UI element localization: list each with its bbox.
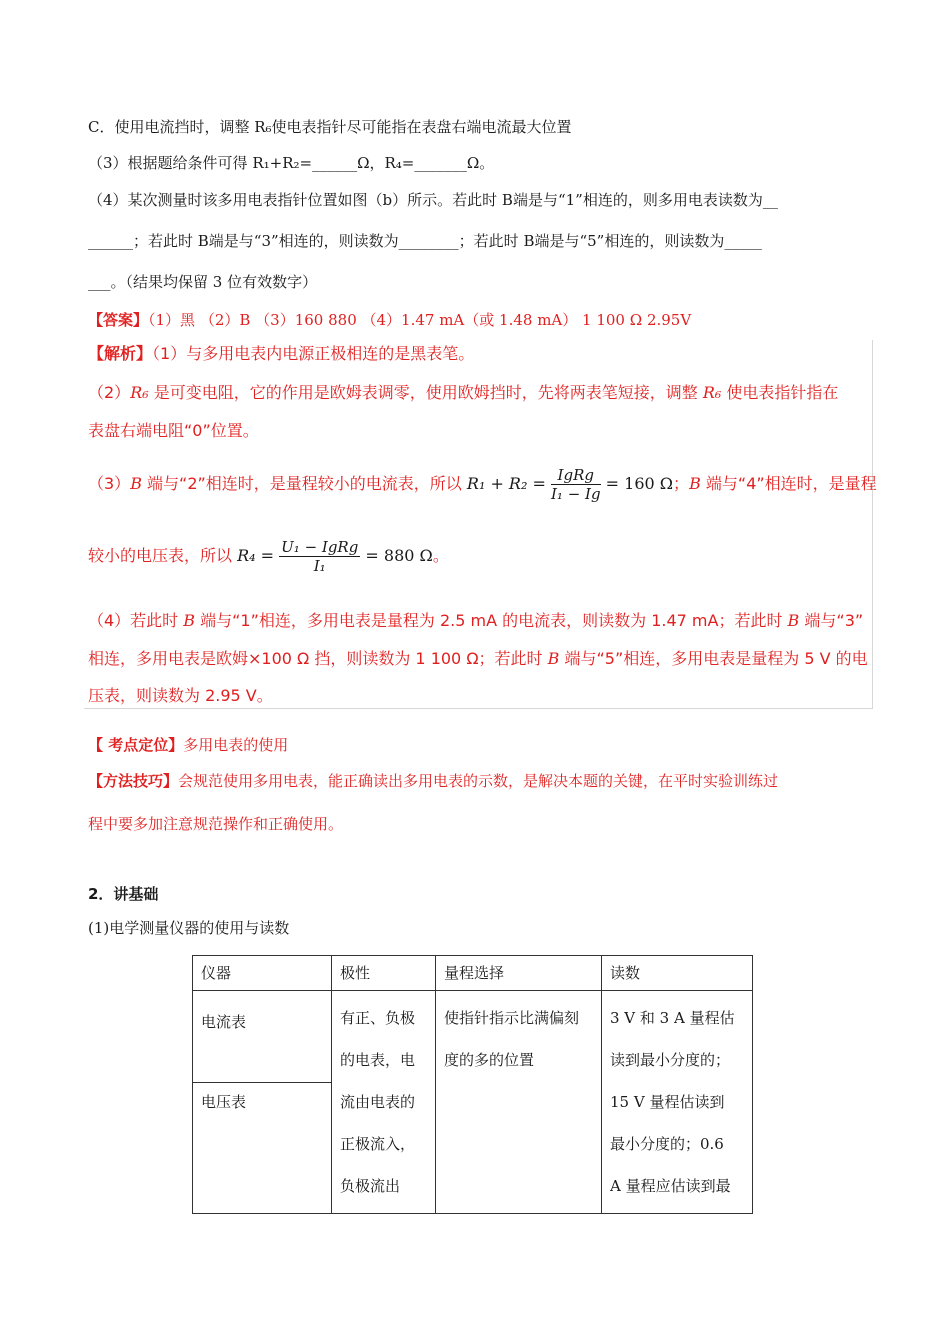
fraction — [279, 538, 360, 575]
formula-rhs: = 160 Ω — [605, 474, 674, 493]
kaodian-tag: 【 考点定位】 — [88, 736, 184, 754]
analysis-tag: 【解析】 — [88, 344, 153, 363]
kaodian-text: 多用电表的使用 — [183, 736, 289, 754]
analysis-line-7 — [88, 648, 868, 670]
formula-lhs: R₄ = — [237, 546, 275, 565]
analysis-text-5b: 。 — [432, 546, 449, 565]
answer-text: （1）黑 （2）B （3）160 880 （4）1.47 mA（或 1.48 mA） 1 100 Ω 2.95V — [148, 311, 692, 329]
analysis-text-5a: 较小的电压表，所以 — [88, 546, 238, 565]
analysis-text-4d: 端与“4”相连时，是量程 — [700, 474, 877, 493]
answer-tag: 【答案】 — [88, 311, 149, 329]
reading-cell — [602, 991, 753, 1214]
instrument-table — [192, 955, 753, 1214]
question-4-line-3: ___。（结果均保留 3 位有效数字） — [88, 273, 318, 291]
analysis-text-2c: 使电表指针指在 — [721, 383, 839, 402]
analysis-text-2b: 是可变电阻，它的作用是欧姆表调零，使用欧姆挡时，先将两表笔短接，调整 — [148, 383, 703, 402]
analysis-line-4 — [88, 464, 877, 504]
question-4-line-2: ______；若此时 B端是与“3”相连的，则读数为________；若此时 B端是与“5”相连的，则读数为_____ — [88, 232, 762, 250]
analysis-line-3: 表盘右端电阻“0”位置。 — [88, 421, 259, 440]
analysis-text-6b: 端与“1”相连，多用电表是量程为 2.5 mA 的电流表，则读数为 1.47 mA；若此时 — [195, 611, 788, 630]
polarity-line: 有正、负极 — [340, 1009, 416, 1027]
fraction-denominator: I₁ — [313, 557, 326, 575]
header-range: 量程选择 — [436, 956, 602, 991]
header-reading: 读数 — [602, 956, 753, 991]
analysis-text-1: （1）与多用电表内电源正极相连的是黑表笔。 — [152, 344, 475, 363]
var-r6: R₆ — [130, 383, 149, 402]
analysis-line-1 — [88, 343, 474, 365]
analysis-text-4a: （3） — [88, 474, 131, 493]
fangfa-line-2: 程中要多加注意规范操作和正确使用。 — [88, 815, 344, 833]
analysis-box — [84, 340, 877, 709]
analysis-line-2 — [88, 382, 838, 404]
range-cell — [436, 991, 602, 1214]
section-subtitle: (1)电学测量仪器的使用与读数 — [88, 919, 290, 937]
var-b: B — [689, 474, 701, 493]
option-c: C．使用电流挡时，调整 R₆使电表指针尽可能指在表盘右端电流最大位置 — [88, 118, 572, 136]
polarity-line: 负极流出 — [340, 1177, 401, 1195]
analysis-line-5 — [88, 536, 449, 576]
var-b: B — [787, 611, 800, 630]
instrument-cell — [193, 991, 332, 1214]
kaodian-line — [88, 735, 288, 755]
formula-lhs: R₁ + R₂ = — [466, 474, 546, 493]
reading-line: A 量程应估读到最 — [610, 1177, 731, 1195]
formula-r1-r2 — [466, 466, 674, 503]
answer-line — [88, 310, 691, 330]
analysis-text-7a: 相连，多用电表是欧姆×100 Ω 挡，则读数为 1 100 Ω；若此时 — [88, 649, 548, 668]
analysis-text-2a: （2） — [88, 383, 131, 402]
table-header-row — [193, 956, 753, 991]
var-b: B — [183, 611, 196, 630]
fangfa-tag: 【方法技巧】 — [88, 772, 179, 790]
header-polarity: 极性 — [332, 956, 436, 991]
section-title: 2．讲基础 — [88, 885, 159, 903]
reading-line: 15 V 量程估读到 — [610, 1093, 725, 1111]
fangfa-text-1: 会规范使用多用电表，能正确读出多用电表的示数，是解决本题的关键，在平时实验训练过 — [178, 772, 779, 790]
analysis-line-6 — [88, 610, 863, 632]
polarity-cell — [332, 991, 436, 1214]
range-line: 度的多的位置 — [444, 1051, 535, 1069]
var-r6-2: R₆ — [702, 383, 722, 402]
table-row — [193, 991, 753, 1214]
var-b: B — [547, 649, 560, 668]
analysis-text-4c: ； — [673, 474, 690, 493]
analysis-text-6c: 端与“3” — [799, 611, 864, 630]
voltmeter-label: 电压表 — [201, 1093, 247, 1111]
formula-r4 — [237, 538, 433, 575]
question-4-line-1: （4）某次测量时该多用电表指针位置如图（b）所示。若此时 B端是与“1”相连的，则多用电表读数为__ — [88, 191, 778, 209]
polarity-line: 正极流入， — [340, 1135, 416, 1153]
reading-line: 3 V 和 3 A 量程估 — [610, 1009, 735, 1027]
question-3: （3）根据题给条件可得 R₁+R₂=______Ω，R₄=_______Ω。 — [88, 154, 495, 172]
header-instrument: 仪器 — [193, 956, 332, 991]
fraction-numerator: IgRg — [551, 466, 601, 485]
fraction-numerator: U₁ − IgRg — [281, 538, 359, 556]
ammeter-label: 电流表 — [193, 991, 331, 1083]
analysis-text-6a: （4）若此时 — [88, 611, 184, 630]
analysis-line-8: 压表，则读数为 2.95 V。 — [88, 686, 273, 705]
fraction — [551, 466, 601, 503]
var-b: B — [130, 474, 142, 493]
polarity-line: 的电表，电 — [340, 1051, 416, 1069]
analysis-text-4b: 端与“2”相连时，是量程较小的电流表，所以 — [141, 474, 467, 493]
polarity-line: 流由电表的 — [340, 1093, 416, 1111]
range-line: 使指针指示比满偏刻 — [444, 1009, 580, 1027]
fraction-denominator: I₁ − Ig — [550, 485, 601, 503]
reading-line: 读到最小分度的； — [610, 1051, 731, 1069]
reading-line: 最小分度的；0.6 — [610, 1135, 724, 1153]
fangfa-line-1 — [88, 771, 778, 791]
formula-rhs: = 880 Ω — [365, 546, 433, 565]
analysis-text-7b: 端与“5”相连，多用电表是量程为 5 V 的电 — [559, 649, 868, 668]
